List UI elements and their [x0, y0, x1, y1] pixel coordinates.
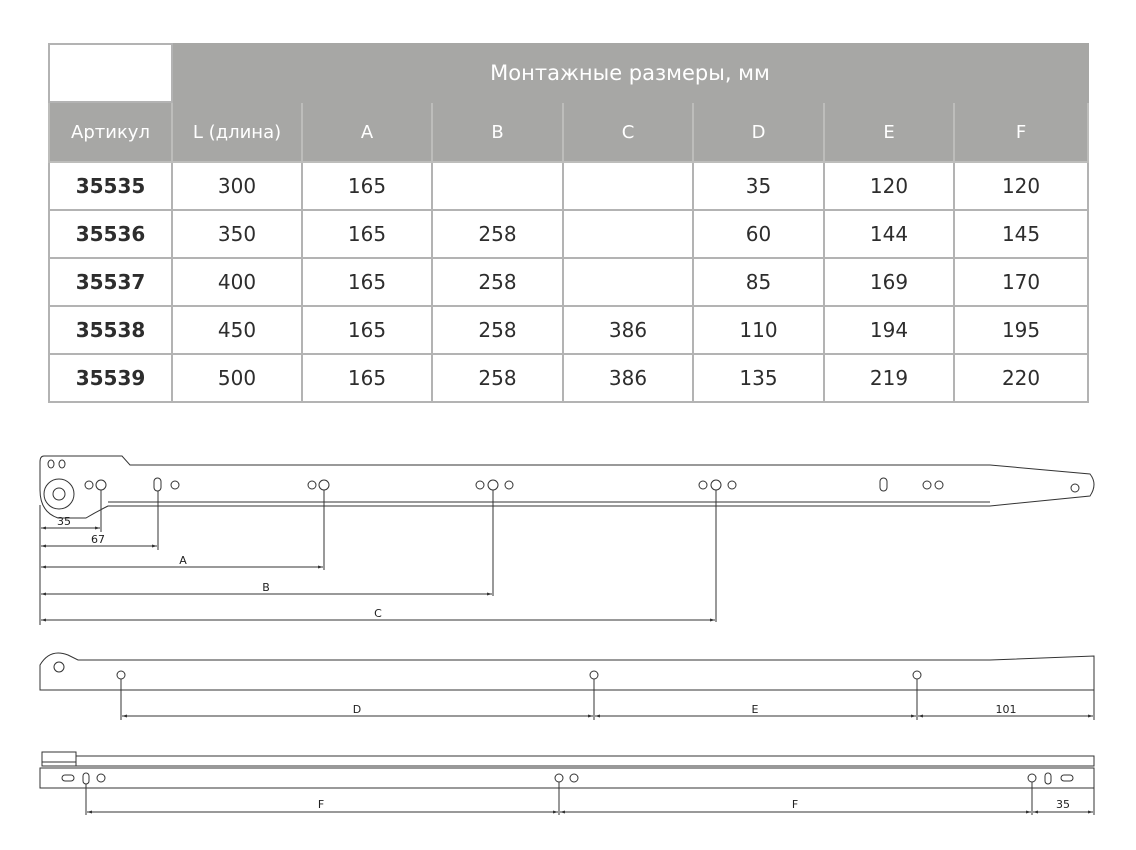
bottom-rail — [40, 752, 1094, 815]
hole — [488, 480, 498, 490]
hole — [699, 481, 707, 489]
cell-f: 145 — [954, 210, 1088, 258]
cell-a: 165 — [302, 210, 432, 258]
dim-label-c: C — [374, 607, 382, 620]
cell-e: 169 — [824, 258, 954, 306]
dim-label-35: 35 — [57, 515, 71, 528]
bracket — [42, 752, 76, 762]
hole — [476, 481, 484, 489]
header-f: F — [954, 102, 1088, 162]
hole — [570, 774, 578, 782]
cell-b: 258 — [432, 258, 563, 306]
cell-article: 35536 — [49, 210, 172, 258]
slot-hole — [1061, 775, 1073, 781]
slot-hole — [880, 478, 887, 491]
slot-hole — [154, 478, 161, 491]
cell-f: 170 — [954, 258, 1088, 306]
dim-label-e: E — [751, 703, 759, 716]
cell-b: 258 — [432, 306, 563, 354]
top-rail — [40, 456, 1094, 625]
cell-b: 258 — [432, 354, 563, 402]
header-article: Артикул — [49, 102, 172, 162]
cell-d: 85 — [693, 258, 824, 306]
bottom-rail-upper-channel — [76, 756, 1094, 766]
hole — [913, 671, 921, 679]
dim-label-d: D — [352, 703, 362, 716]
dim-label-101: 101 — [995, 703, 1017, 716]
cell-e: 219 — [824, 354, 954, 402]
bottom-rail-body — [40, 768, 1094, 788]
hole — [85, 481, 93, 489]
cell-d: 110 — [693, 306, 824, 354]
cell-a: 165 — [302, 258, 432, 306]
cell-e: 120 — [824, 162, 954, 210]
hole — [923, 481, 931, 489]
cell-d: 60 — [693, 210, 824, 258]
roller-hub — [53, 488, 65, 500]
hole — [117, 671, 125, 679]
cell-c: 386 — [563, 354, 693, 402]
cell-f: 220 — [954, 354, 1088, 402]
dim-label-67: 67 — [91, 533, 105, 546]
roller-wheel — [54, 662, 64, 672]
cell-f: 120 — [954, 162, 1088, 210]
hole — [590, 671, 598, 679]
cell-article: 35539 — [49, 354, 172, 402]
cell-length: 400 — [172, 258, 302, 306]
cell-length: 350 — [172, 210, 302, 258]
hole — [711, 480, 721, 490]
cell-a: 165 — [302, 354, 432, 402]
header-a: A — [302, 102, 432, 162]
cell-e: 194 — [824, 306, 954, 354]
header-b: B — [432, 102, 563, 162]
header-c: C — [563, 102, 693, 162]
hole — [308, 481, 316, 489]
cell-length: 500 — [172, 354, 302, 402]
hole — [1071, 484, 1079, 492]
slot-hole — [62, 775, 74, 781]
hole — [505, 481, 513, 489]
dim-label-b: B — [262, 581, 270, 594]
middle-rail-outline — [40, 653, 1094, 690]
header-length: L (длина) — [172, 102, 302, 162]
hole — [97, 774, 105, 782]
hole — [935, 481, 943, 489]
middle-rail — [40, 653, 1094, 720]
cell-d: 135 — [693, 354, 824, 402]
cell-article: 35537 — [49, 258, 172, 306]
roller-wheel — [44, 479, 74, 509]
cell-article: 35535 — [49, 162, 172, 210]
hole — [555, 774, 563, 782]
table-title: Монтажные размеры, мм — [172, 44, 1088, 102]
cell-a: 165 — [302, 306, 432, 354]
dim-label-f1: F — [317, 798, 325, 811]
dim-label-a: A — [179, 554, 187, 567]
slot-hole — [1045, 773, 1051, 784]
hole — [1028, 774, 1036, 782]
hole — [319, 480, 329, 490]
cell-d: 35 — [693, 162, 824, 210]
hole — [728, 481, 736, 489]
cell-c: 386 — [563, 306, 693, 354]
header-e: E — [824, 102, 954, 162]
cell-f: 195 — [954, 306, 1088, 354]
cell-b: 258 — [432, 210, 563, 258]
cell-length: 450 — [172, 306, 302, 354]
cell-a: 165 — [302, 162, 432, 210]
hole — [171, 481, 179, 489]
dim-label-f2: F — [791, 798, 799, 811]
header-d: D — [693, 102, 824, 162]
cell-article: 35538 — [49, 306, 172, 354]
cell-e: 144 — [824, 210, 954, 258]
slot-hole — [83, 773, 89, 784]
cell-length: 300 — [172, 162, 302, 210]
hole — [96, 480, 106, 490]
dim-label-35-bottom: 35 — [1056, 798, 1070, 811]
